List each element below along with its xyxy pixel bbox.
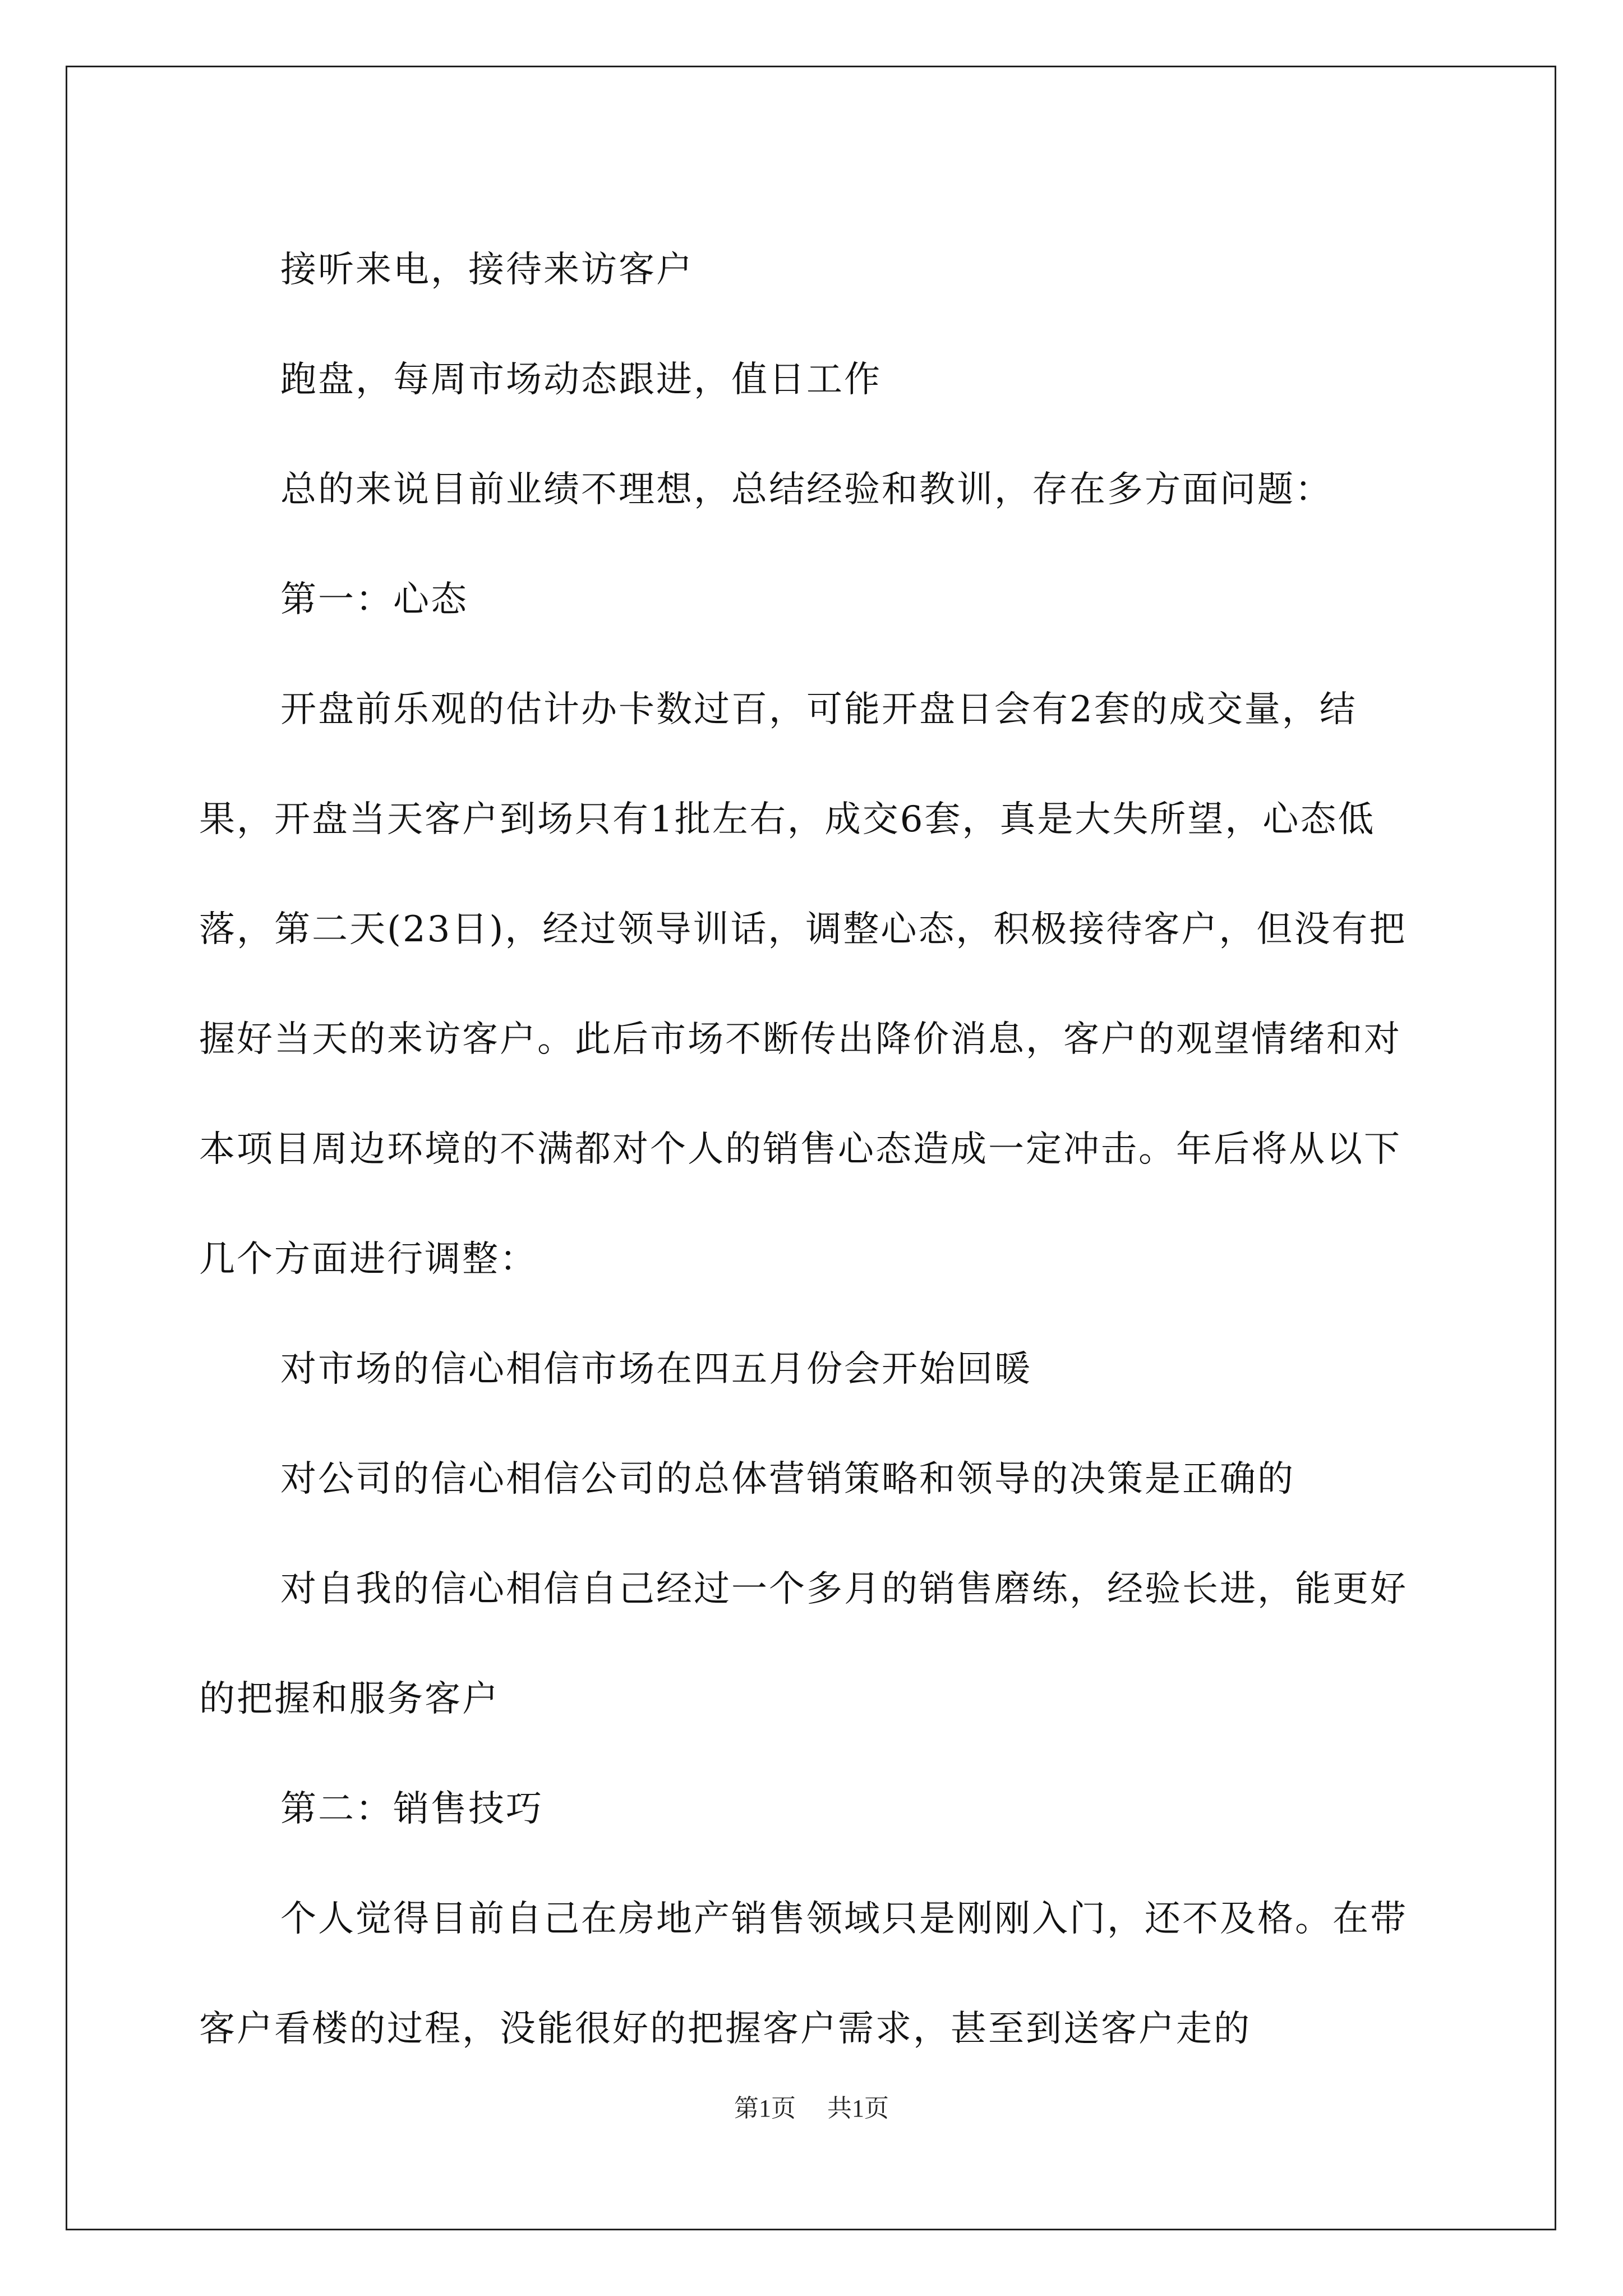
page-footer bbox=[0, 2088, 1623, 2124]
paragraph: 对市场的信心相信市场在四五月份会开始回暖 bbox=[280, 1349, 1032, 1390]
document-body bbox=[199, 215, 1422, 2084]
paragraph: 对公司的信心相信公司的总体营销策略和领导的决策是正确的 bbox=[280, 1458, 1295, 1500]
paragraph: 对自我的信心相信自己经过一个多月的销售磨练，经验长进，能更好的把握和服务客户 bbox=[199, 1568, 1408, 1720]
paragraph: 接听来电，接待来访客户 bbox=[280, 249, 694, 291]
paragraph: 跑盘，每周市场动态跟进，值日工作 bbox=[280, 359, 882, 401]
paragraph: 开盘前乐观的估计办卡数过百，可能开盘日会有2套的成交量，结果，开盘当天客户到场只有1批左右，成交6套，真是大失所望，心态低落，第二天(23日)，经过领导训话，调整心态，积极接待客户，但没有把握好当天的来访客户。此后市场不断传出降价消息，客户的观望情绪和对本项目周边环境的不满都对个人的销售心态造成一定冲击。年后将从以下几个方面进行调整： bbox=[199, 689, 1407, 1280]
paragraph: 总的来说目前业绩不理想，总结经验和教训，存在多方面问题： bbox=[280, 469, 1332, 510]
section-heading: 第二：销售技巧 bbox=[280, 1788, 543, 1830]
page-number: 第1页 bbox=[734, 2095, 796, 2122]
paragraph: 个人觉得目前自己在房地产销售领域只是刚刚入门，还不及格。在带客户看楼的过程，没能很好的把握客户需求，甚至到送客户走的 bbox=[199, 1898, 1408, 2050]
page-total: 共1页 bbox=[827, 2095, 889, 2122]
section-heading: 第一：心态 bbox=[280, 579, 468, 620]
